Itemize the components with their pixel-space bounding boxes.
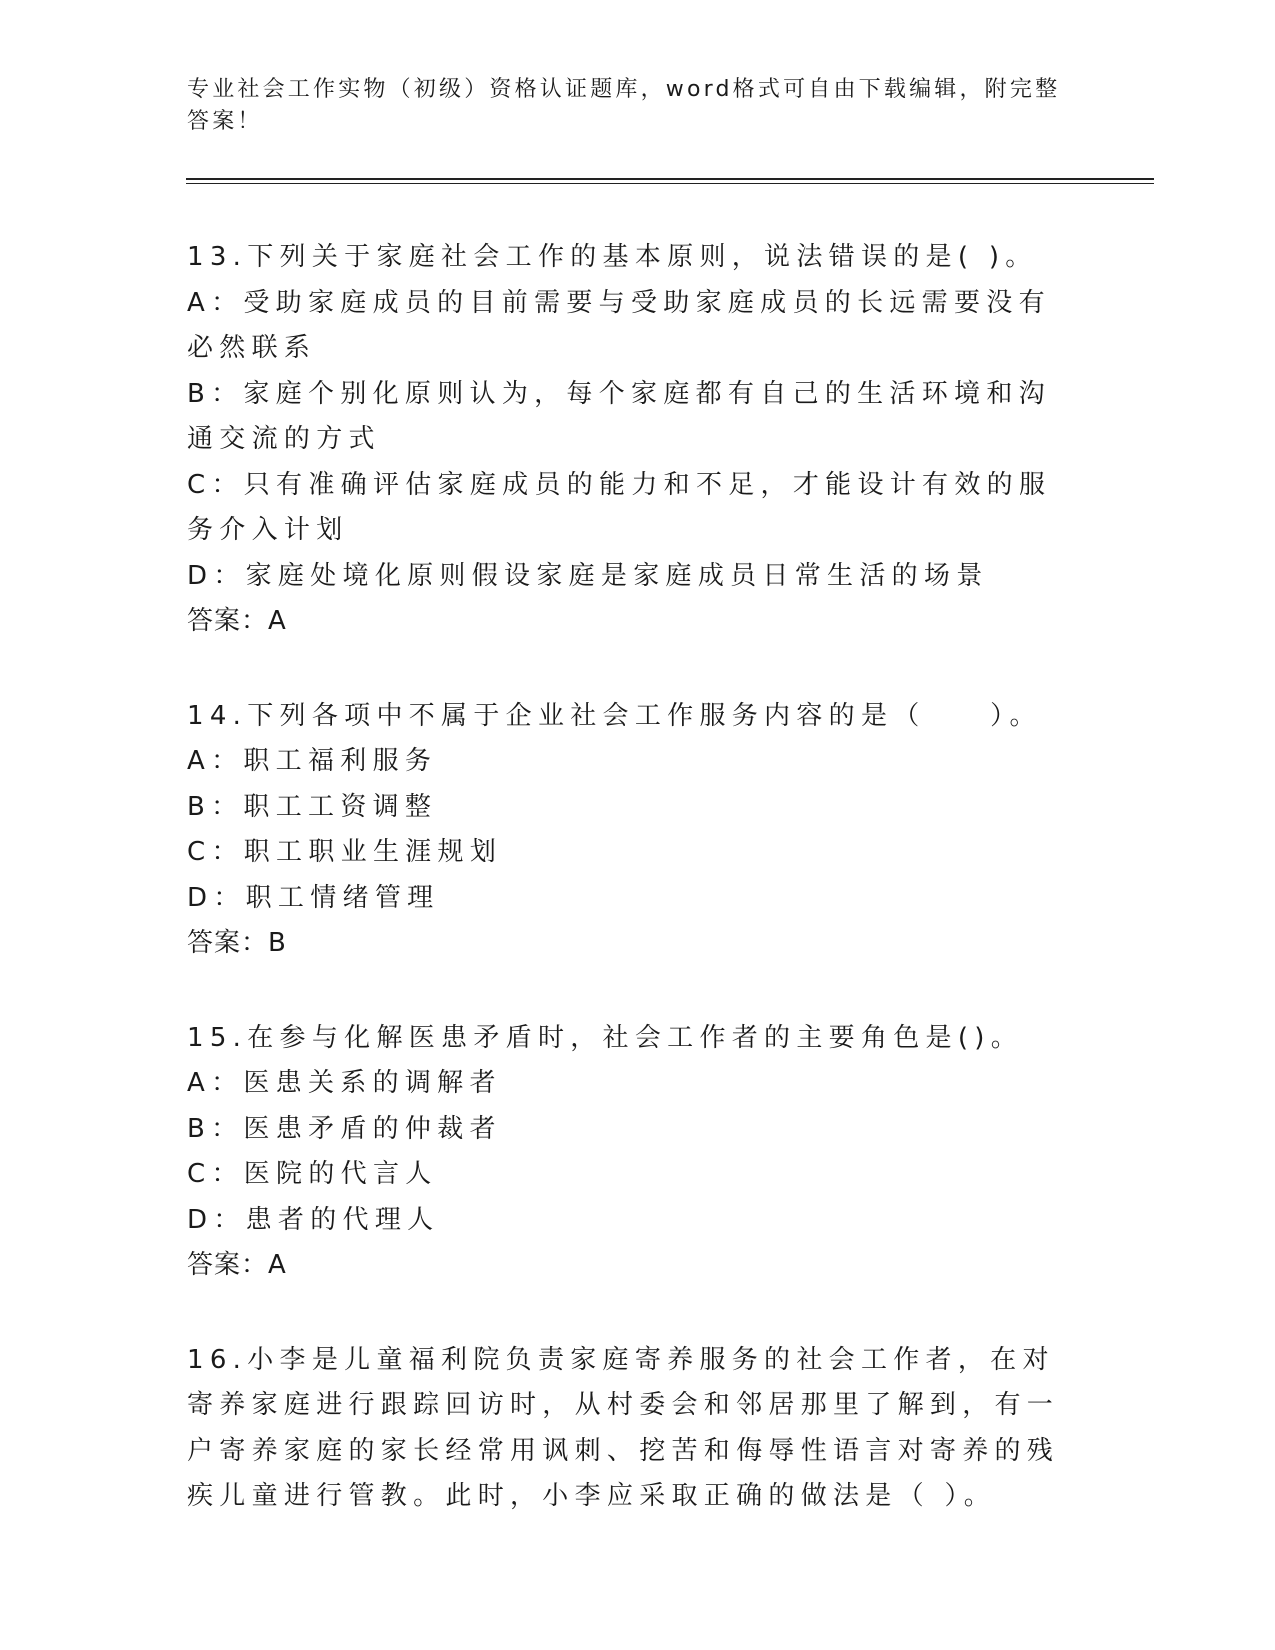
- option-d: D：职工情绪管理: [187, 882, 440, 913]
- question-stem: 15.在参与化解医患矛盾时，社会工作者的主要角色是()。: [187, 1022, 1024, 1053]
- question-stem: 13.下列关于家庭社会工作的基本原则，说法错误的是( )。: [187, 242, 1038, 272]
- header-note: 专业社会工作实物（初级）资格认证题库，word格式可自由下载编辑，附完整答案！: [187, 77, 1061, 134]
- answer-line: 答案：A: [187, 606, 287, 636]
- question-stem: 14.下列各项中不属于企业社会工作服务内容的是（ ）。: [187, 700, 1042, 731]
- option-c: C：只有准确评估家庭成员的能力和不足，才能设计有效的服务介入计划: [187, 469, 1052, 545]
- answer-line: 答案：B: [187, 928, 287, 958]
- question-16: [187, 1338, 1077, 1520]
- header-divider-thin: [186, 183, 1154, 184]
- option-d: D：家庭处境化原则假设家庭是家庭成员日常生活的场景: [187, 560, 989, 591]
- question-list: [187, 235, 1077, 1569]
- option-d: D：患者的代理人: [187, 1204, 440, 1235]
- option-a: A：职工福利服务: [187, 746, 438, 776]
- option-c: C：医院的代言人: [187, 1159, 438, 1189]
- question-13: [187, 235, 1077, 645]
- option-b: B：家庭个别化原则认为，每个家庭都有自己的生活环境和沟通交流的方式: [187, 378, 1051, 454]
- option-c: C：职工职业生涯规划: [187, 837, 503, 867]
- option-b: B：职工工资调整: [187, 791, 438, 822]
- question-stem: 16.小李是儿童福利院负责家庭寄养服务的社会工作者，在对寄养家庭进行跟踪回访时，从村委会和邻居那里了解到，有一户寄养家庭的家长经常用讽刺、挖苦和侮辱性语言对寄养的残疾儿童进行管教。此时，小李应采取正确的做法是（ ）。: [187, 1344, 1060, 1511]
- question-15: [187, 1016, 1077, 1289]
- option-a: A：医患关系的调解者: [187, 1068, 502, 1098]
- question-14: [187, 694, 1077, 967]
- header-divider-thick: [186, 178, 1154, 180]
- answer-line: 答案：A: [187, 1250, 287, 1280]
- option-a: A：受助家庭成员的目前需要与受助家庭成员的长远需要没有必然联系: [187, 287, 1051, 363]
- option-b: B：医患矛盾的仲裁者: [187, 1113, 502, 1144]
